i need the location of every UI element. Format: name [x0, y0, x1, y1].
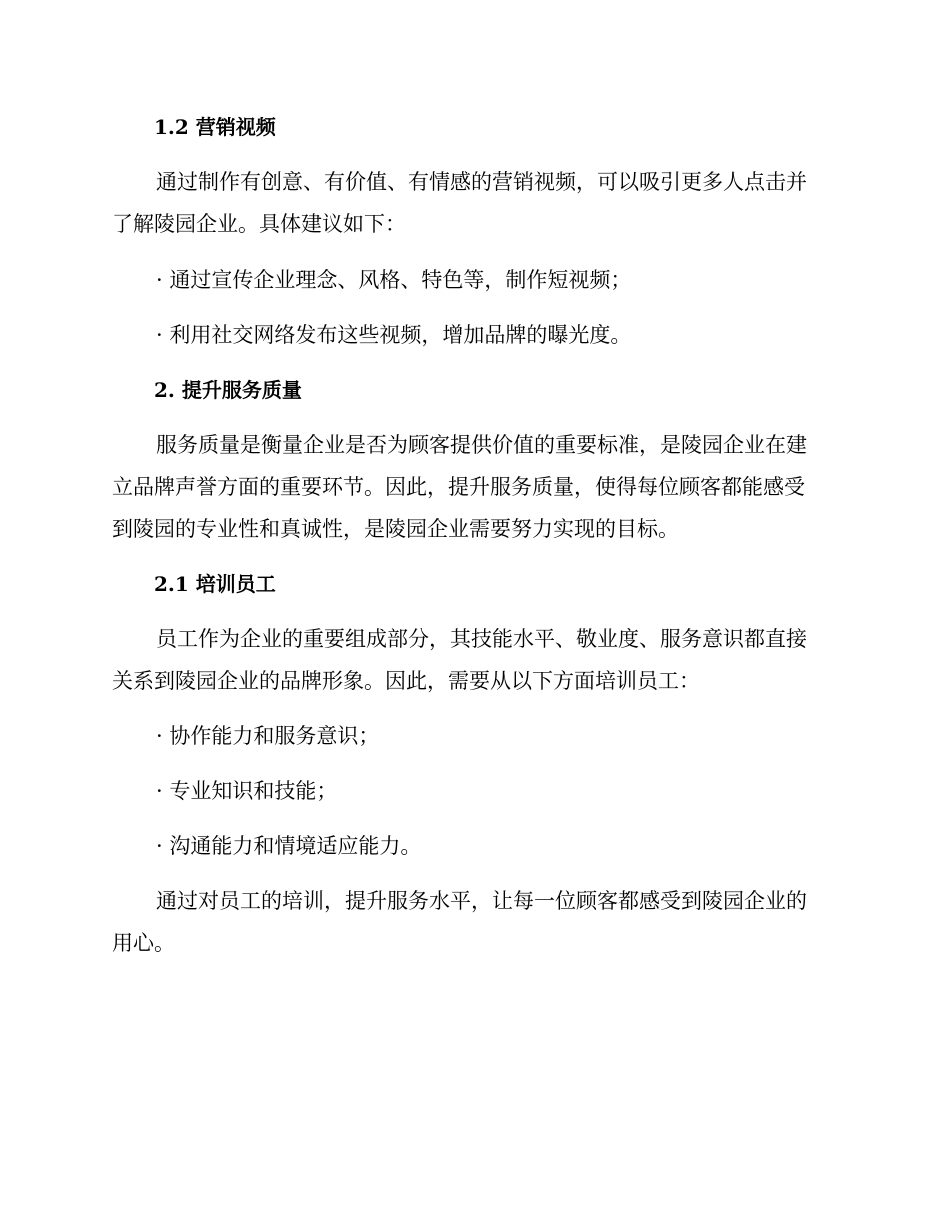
section-heading-1-2: 1.2 营销视频: [154, 115, 276, 139]
paragraph-line: 到陵园的专业性和真诚性，是陵园企业需要努力实现的目标。: [112, 517, 679, 541]
bullet-item: · 协作能力和服务意识；: [156, 724, 380, 748]
paragraph-line: 通过制作有创意、有价值、有情感的营销视频，可以吸引更多人点击并: [156, 170, 807, 194]
section-heading-2: 2. 提升服务质量: [154, 378, 302, 402]
bullet-item: · 利用社交网络发布这些视频，增加品牌的曝光度。: [156, 323, 632, 347]
bullet-item: · 沟通能力和情境适应能力。: [156, 834, 422, 858]
paragraph-line: 用心。: [112, 931, 175, 955]
paragraph-line: 员工作为企业的重要组成部分，其技能水平、敬业度、服务意识都直接: [156, 627, 807, 651]
paragraph-line: 关系到陵园企业的品牌形象。因此，需要从以下方面培训员工：: [112, 669, 700, 693]
bullet-item: · 通过宣传企业理念、风格、特色等，制作短视频；: [156, 268, 632, 292]
paragraph-line: 了解陵园企业。具体建议如下：: [112, 212, 406, 236]
section-heading-2-1: 2.1 培训员工: [154, 572, 276, 596]
paragraph-line: 通过对员工的培训，提升服务水平，让每一位顾客都感受到陵园企业的: [156, 889, 807, 913]
bullet-item: · 专业知识和技能；: [156, 779, 338, 803]
paragraph-line: 服务质量是衡量企业是否为顾客提供价值的重要标准，是陵园企业在建: [156, 433, 807, 457]
paragraph-line: 立品牌声誉方面的重要环节。因此，提升服务质量，使得每位顾客都能感受: [112, 475, 805, 499]
